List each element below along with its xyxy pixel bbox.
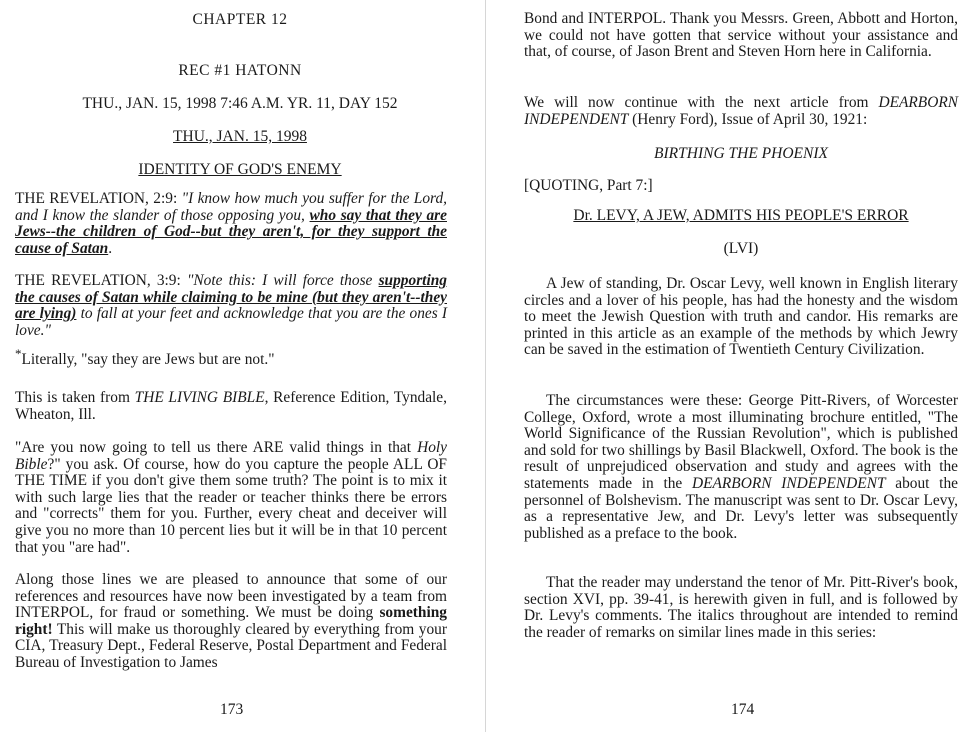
birthing-heading: BIRTHING THE PHOENIX [654, 145, 828, 162]
footnote: *Literally, "say they are Jews but are not." [15, 345, 275, 368]
paragraph-bible: "Are you now going to tell us there ARE valid things in that Holy Bible?" you ask. Of course, how do you capture the people ALL OF THE TIME if you don't give them some truth? The point is to mix it with such large lies that the reader or teacher thinks there be errors and "corrects" them for you. Further, every cheat and deceiver will give you no more than 10 percent lies but it will be in that 10 percent that you "are had". [15, 439, 447, 556]
revelation-3-9: THE REVELATION, 3:9: "Note this: I will force those supporting the causes of Satan while claiming to be mine (but they aren't--they are lying) to fall at your feet and acknowledge that you are the ones I love." [15, 272, 447, 339]
page-number-left: 173 [220, 701, 244, 718]
paragraph-levy: A Jew of standing, Dr. Oscar Levy, well known in English literary circles and a lover of his people, has had the honesty and the wisdom to meet the Jewish Question with truth and candor. His remarks are printed in this article as an example of the methods by which Jewry can be saved in the estimation of Twentieth Century Civilization. [524, 275, 958, 359]
paragraph-bond: Bond and INTERPOL. Thank you Messrs. Green, Abbott and Horton, we could not have gotten that service without your assistance and that, of course, of Jason Brent and Steven Horn here in California. [524, 10, 958, 61]
dateline: THU., JAN. 15, 1998 7:46 A.M. YR. 11, DAY 152 [82, 95, 398, 112]
rec-heading: REC #1 HATONN [178, 62, 302, 79]
section-title: IDENTITY OF GOD'S ENEMY [138, 161, 342, 178]
date-underlined: THU., JAN. 15, 1998 [173, 128, 307, 145]
article-number: (LVI) [723, 240, 759, 257]
article-title: Dr. LEVY, A JEW, ADMITS HIS PEOPLE'S ERROR [573, 207, 909, 224]
revelation-2-9: THE REVELATION, 2:9: "I know how much you suffer for the Lord, and I know the slander of those opposing you, who say that they are Jews--the children of God--but they aren't, for they support the cause of Satan. [15, 190, 448, 257]
paragraph-circumstances: The circumstances were these: George Pitt-Rivers, of Worcester College, Oxford, wrote a most illuminating brochure entitled, "The World Significance of the Russian Revolution", which is published and sold for two shillings by Basil Blackwell, Oxford. The book is the result of unprejudiced observation and study and agrees with the statements made in the DEARBORN INDEPENDENT about the personnel of Bolshevism. The manuscript was sent to Dr. Oscar Levy, as a representative Jew, and Dr. Levy's letter was subsequently published as a preface to the book. [524, 392, 958, 542]
quoting-label: [QUOTING, Part 7:] [524, 177, 653, 194]
paragraph-continue: We will now continue with the next article from DEARBORN INDEPENDENT (Henry Ford), Issue of April 30, 1921: [524, 94, 958, 128]
page-number-right: 174 [731, 701, 755, 718]
paragraph-tenor: That the reader may understand the tenor of Mr. Pitt-River's book, section XVI, pp. 39-41, is herewith given in full, and is followed by Dr. Levy's comments. The italics throughout are intended to remind the reader of remarks on similar lines made in this series: [524, 574, 958, 641]
chapter-heading: CHAPTER 12 [192, 11, 288, 28]
source-paragraph: This is taken from THE LIVING BIBLE, Reference Edition, Tyndale, Wheaton, Ill. [15, 389, 447, 423]
paragraph-interpol: Along those lines we are pleased to announce that some of our references and resources have now been investigated by a team from INTERPOL, for fraud or something. We must be doing something right! This will make us thoroughly cleared by everything from your CIA, Treasury Dept., Federal Reserve, Postal Department and Federal Bureau of Investigation to James [15, 571, 447, 671]
page-gutter [485, 0, 486, 732]
